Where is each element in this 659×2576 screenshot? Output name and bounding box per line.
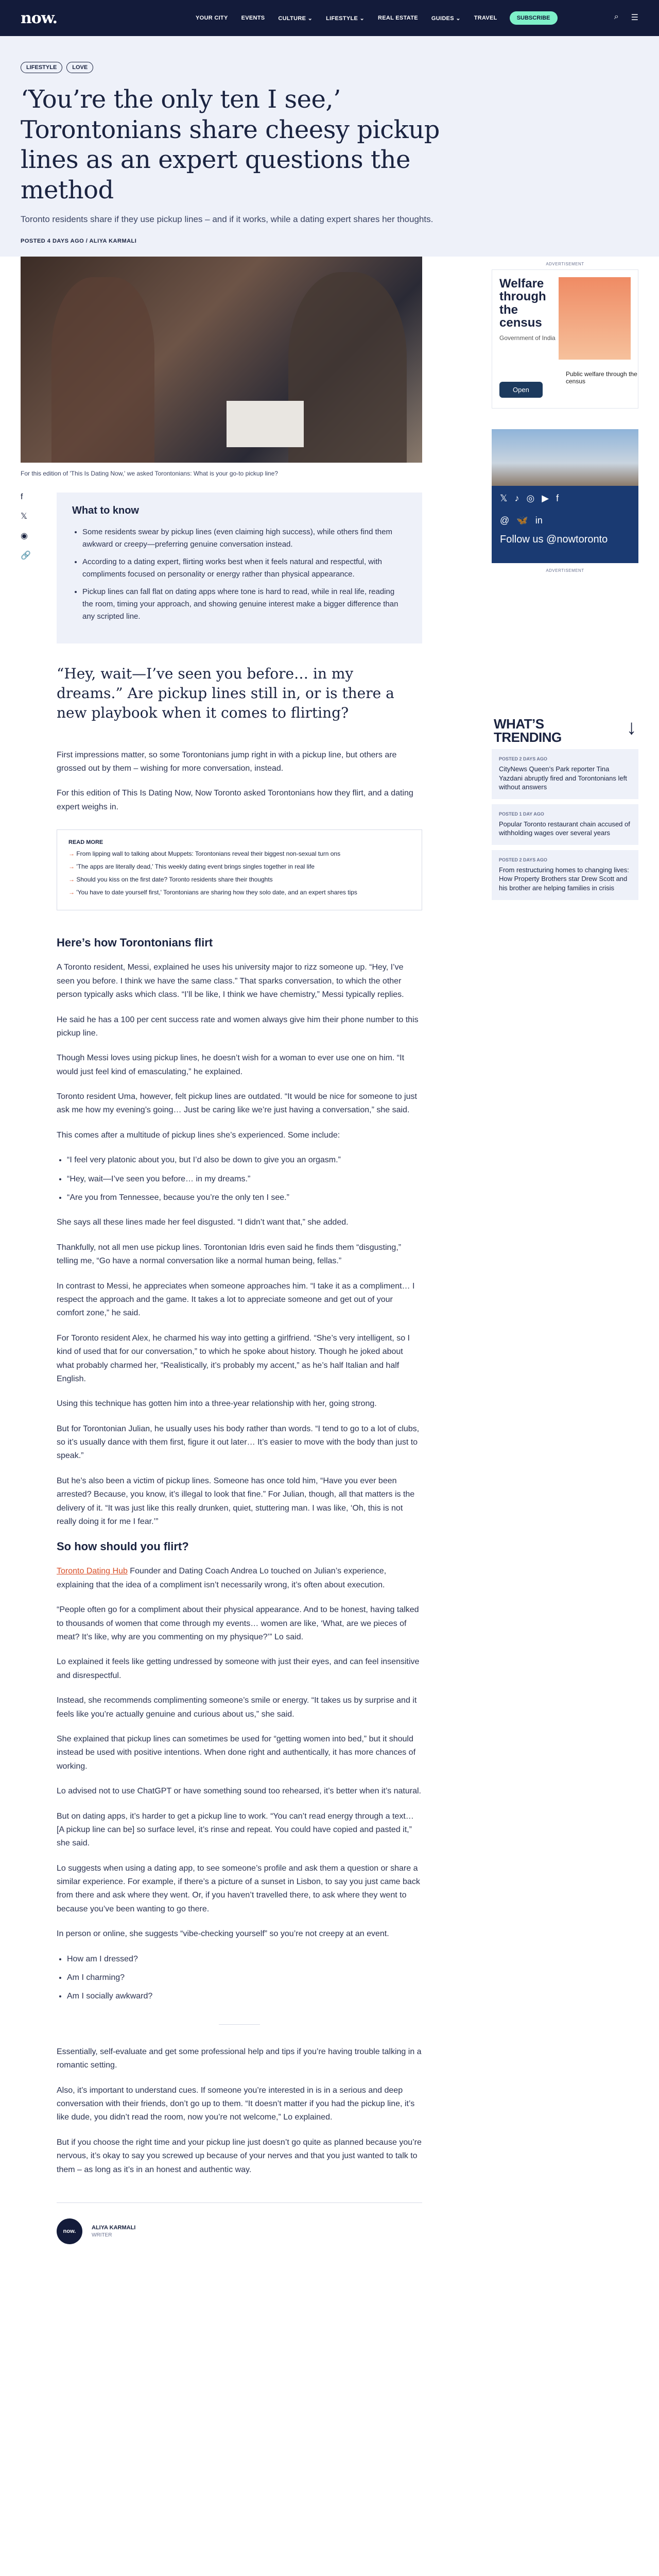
paragraph: But for Torontonian Julian, he usually uses his body rather than words. “I tend to go to a lot of clubs, so it’s usually dance with them first, figure it out later… It’s easier to move with the body than just to speak.” <box>57 1424 420 1461</box>
paragraph: But on dating apps, it’s harder to get a pickup line to work. “You can’t read energy through a text… [A pickup line can be] so surface level, it’s rinse and repeat. You could have copied and pasted it,” she said. <box>57 1811 414 1848</box>
pull-quote: “Hey, wait—I’ve seen you before… in my dreams.” Are pickup lines still in, or is there a new playbook when it comes to flirting? <box>57 665 394 721</box>
article-dek: Toronto residents share if they use pickup lines – and if it works, while a dating expert shares her thoughts. <box>21 214 433 225</box>
youtube-icon[interactable]: ▶ <box>542 493 549 504</box>
x-icon[interactable]: 𝕏 <box>21 512 27 521</box>
nav-item[interactable]: LIFESTYLE ⌄ <box>326 15 365 22</box>
trending-title[interactable]: CityNews Queen’s Park reporter Tina Yazdani abruptly fired and Torontonians left without answers <box>499 765 627 791</box>
what-to-know-box <box>57 493 422 643</box>
author-role: WRITER <box>92 2232 112 2238</box>
author-box <box>57 2202 422 2244</box>
paragraph: Toronto resident Uma, however, felt pickup lines are outdated. “It would be nice for someone to just ask me how my evening’s going… Just be caring like we’re just having a conversation,” she said. <box>57 1092 417 1115</box>
facebook-icon[interactable]: f <box>21 493 23 502</box>
site-logo[interactable]: now. <box>21 9 58 27</box>
search-icon[interactable]: ⌕ <box>614 12 619 21</box>
instagram-icon[interactable]: ◎ <box>526 493 535 504</box>
paragraph: But he’s also been a victim of pickup lines. Someone has once told him, “Have you ever been arrested? Because, you know, it’s illegal to look that fine.” For Julian, though, all that matters is the delivery of it. “It was just like this really drunken, quiet, stuttering man. I was like, ‘Oh, this is not really doing it for me I fear.’” <box>57 1476 415 1527</box>
quote-item: • “Hey, wait—I’ve seen you before… in my dreams.” <box>67 1173 422 1186</box>
subscribe-button[interactable]: SUBSCRIBE <box>510 11 558 25</box>
article-layout <box>21 257 638 2244</box>
main-nav <box>196 15 497 22</box>
trending-item[interactable] <box>492 850 638 900</box>
paragraph: In person or online, she suggests “vibe-checking yourself” so you’re not creepy at an event. <box>57 1929 389 1939</box>
trending-title: WHAT’S TRENDING <box>494 716 562 745</box>
author-name[interactable]: ALIYA KARMALI <box>92 2224 136 2231</box>
paragraph: Lo explained it feels like getting undressed by someone with just their eyes, and can feel insensitive and disrespectful. <box>57 1657 420 1680</box>
paragraph: Though Messi loves using pickup lines, he doesn’t wish for a woman to ever use one on him. “It would just feel kind of emasculating,” he explained. <box>57 1054 405 1076</box>
quote-item: • “Are you from Tennessee, because you’re the only ten I see.” <box>67 1191 422 1205</box>
nav-item[interactable]: EVENTS <box>241 15 265 21</box>
check-item: • Am I charming? <box>67 1971 422 1985</box>
follow-us-box <box>492 429 638 563</box>
bluesky-icon[interactable]: 🦋 <box>516 515 528 526</box>
paragraph: In contrast to Messi, he appreciates when someone approaches him. “I take it as a compliment… I respect the approach and the game. It takes a lot to appreciate someone and get out of your comfort zone,” he said. <box>57 1281 415 1318</box>
know-item: • According to a dating expert, flirting works best when it feels natural and respectful, with compliments focused on personality or energy rather than physical appearance. <box>82 556 407 581</box>
top-nav-bar <box>0 0 659 36</box>
quote-item: • “I feel very platonic about you, but I’d also be down to give you an orgasm.” <box>67 1154 422 1167</box>
section-heading-flirt: Here’s how Torontonians flirt <box>57 936 213 950</box>
menu-icon[interactable]: ☰ <box>631 13 638 22</box>
reddit-icon[interactable]: ◉ <box>21 532 28 541</box>
ad-sponsor: Government of India <box>499 334 556 342</box>
article-title: ‘You’re the only ten I see,’ Torontonians share cheesy pickup lines as an expert questions the method <box>21 85 440 205</box>
paragraph: Also, it’s important to understand cues. If someone you’re interested in is in a serious and deep conversation with their friends, don’t go up to them. “It doesn’t matter if you had the pickup line, it’s like dude, you didn’t read the room, now you’re not welcome,” Lo explained. <box>57 2086 415 2122</box>
link-icon[interactable]: 🔗 <box>21 551 31 561</box>
nav-item[interactable]: TRAVEL <box>474 15 497 21</box>
nav-item[interactable]: REAL ESTATE <box>377 15 418 21</box>
ad-label: ADVERTISEMENT <box>546 262 584 267</box>
paragraph: First impressions matter, so some Torontonians jump right in with a pickup line, but others are grossed out by them – wishing for more conversation, instead. <box>57 750 397 773</box>
trending-title[interactable]: From restructuring homes to changing lives: How Property Brothers star Drew Scott and his brother are helping families in crisis <box>499 866 629 892</box>
ad-banner[interactable] <box>492 269 638 409</box>
read-more-link[interactable]: → Should you kiss on the first date? Toronto residents share their thoughts <box>68 875 410 884</box>
paragraph: She says all these lines made her feel disgusted. “I didn’t want that,” she added. <box>57 1218 349 1227</box>
paragraph: Thankfully, not all men use pickup lines. Torontonian Idris even said he finds them “disgusting,” telling me, “Go have a normal conversation like a normal human being, fellas.” <box>57 1243 402 1266</box>
article-hero <box>0 36 659 257</box>
tag-lifestyle[interactable]: LIFESTYLE <box>21 62 62 73</box>
share-bar <box>21 493 31 561</box>
paragraph: Essentially, self-evaluate and get some professional help and tips if you’re having trouble talking in a romantic setting. <box>57 2047 422 2070</box>
know-item: • Some residents swear by pickup lines (even claiming high success), while others find them awkward or creepy—preferring genuine conversation instead. <box>82 526 407 551</box>
trending-header <box>492 717 638 744</box>
ad-label: ADVERTISEMENT <box>546 568 584 573</box>
nav-icons <box>614 12 638 23</box>
check-list <box>57 1953 422 2004</box>
paragraph: A Toronto resident, Messi, explained he uses his university major to rizz someone up. “Hey, I’ve seen you before. I think we have the same class.” That sparks conversation, to which the other person typically asks which class. “I’ll be like, I think we have chemistry,” Messi typically replies. <box>57 963 404 999</box>
paragraph: For this edition of This Is Dating Now, Now Toronto asked Torontonians how they flirt, and a dating expert weighs in. <box>57 789 413 811</box>
paragraph: This comes after a multitude of pickup lines she’s experienced. Some include: <box>57 1130 340 1140</box>
tag-list <box>21 62 638 73</box>
trending-item[interactable] <box>492 749 638 799</box>
ad-open-button[interactable]: Open <box>499 382 543 398</box>
paragraph: Lo suggests when using a dating app, to see someone’s profile and ask them a question or share a similar experience. For example, if there’s a picture of a sunset in Lisbon, to say you just came back from there and ask where they went. Or, if you haven’t travelled there, to ask where they went to because you’ve been wanting to go there. <box>57 1863 420 1913</box>
social-icons <box>492 486 638 508</box>
check-item: • How am I dressed? <box>67 1953 422 1966</box>
paragraph: Using this technique has gotten him into a three-year relationship with her, going strong. <box>57 1399 377 1409</box>
ad-title: Welfare through the census <box>499 277 546 330</box>
dating-hub-link[interactable]: Toronto Dating Hub <box>57 1567 128 1576</box>
follow-title: Follow us @nowtoronto <box>500 534 608 546</box>
check-item: • Am I socially awkward? <box>67 1990 422 2003</box>
sidebar <box>492 257 638 2244</box>
arrow-down-icon: ↓ <box>626 716 636 739</box>
x-icon[interactable]: 𝕏 <box>500 493 508 504</box>
article-body <box>21 493 422 2244</box>
section-heading-should: So how should you flirt? <box>57 1540 189 1553</box>
hero-image <box>21 257 422 463</box>
paragraph-text: Founder and Dating Coach Andrea Lo touched on Julian’s experience, explaining that the idea of a compliment isn’t necessarily wrong, it’s often about execution. <box>57 1567 387 1589</box>
quote-list <box>57 1154 422 1205</box>
social-icons-row2 <box>492 508 638 530</box>
threads-icon[interactable]: @ <box>500 515 510 526</box>
divider <box>219 2024 260 2025</box>
article-byline: POSTED 4 DAYS AGO / ALIYA KARMALI <box>21 238 137 245</box>
facebook-icon[interactable]: f <box>556 493 559 504</box>
paragraph: She explained that pickup lines can sometimes be used for “getting women into bed,” but it should instead be used with positive intentions. When done right and authentically, it has more chances of working. <box>57 1734 416 1771</box>
read-more-link[interactable]: → 'The apps are literally dead,' This weekly dating event brings singles together in real life <box>68 862 410 871</box>
trending-date: POSTED 2 DAYS AGO <box>499 857 547 862</box>
nav-item[interactable]: GUIDES ⌄ <box>431 15 461 22</box>
paragraph: He said he has a 100 per cent success rate and women always give him their phone number to this pickup line. <box>57 1015 419 1038</box>
ad-card-text: Public welfare through the census <box>566 370 637 385</box>
trending-title[interactable]: Popular Toronto restaurant chain accused of withholding wages over several years <box>499 820 630 837</box>
tiktok-icon[interactable]: ♪ <box>514 493 519 504</box>
nav-item[interactable]: CULTURE ⌄ <box>278 15 313 22</box>
city-photo <box>492 429 638 486</box>
author-avatar[interactable]: now. <box>57 2218 82 2244</box>
article-main <box>21 257 422 2244</box>
read-more-link[interactable]: → From lipping wall to talking about Muppets: Torontonians reveal their biggest non-sexual turn ons <box>68 850 410 858</box>
linkedin-icon[interactable]: in <box>535 515 543 526</box>
read-more-box <box>57 829 422 910</box>
trending-box <box>492 717 638 900</box>
trending-date: POSTED 2 DAYS AGO <box>499 756 547 762</box>
image-caption: For this edition of 'This Is Dating Now,' we asked Torontonians: What is your go-to pickup line? <box>21 470 278 478</box>
paragraph: For Toronto resident Alex, he charmed his way into getting a girlfriend. “She’s very intelligent, so I kind of used that for our conversation,” to which he spoke about history. Though he joked about what probably charmed her, “Realistically, it’s probably my accent,” as he’s half Italian and half English. <box>57 1333 410 1383</box>
read-more-link[interactable]: → 'You have to date yourself first,' Torontonians are sharing how they solo date, and an expert shares tips <box>68 888 410 897</box>
read-more-title: READ MORE <box>68 839 103 846</box>
paragraph: Lo advised not to use ChatGPT or have something sound too rehearsed, it’s better when it’s natural. <box>57 1787 421 1796</box>
trending-date: POSTED 1 DAY AGO <box>499 811 544 817</box>
paragraph: Instead, she recommends complimenting someone’s smile or energy. “It takes us by surprise and it feels like you’re actually genuine and curious about us,” she said. <box>57 1696 417 1719</box>
paragraph: “People often go for a compliment about their physical appearance. And to be honest, having talked to thousands of women that come through my events… women are like, ‘What, are we pieces of meat? It’s like, why are you commenting on my physique?’” Lo said. <box>57 1605 419 1641</box>
nav-item[interactable]: YOUR CITY <box>196 15 228 21</box>
paragraph <box>57 1565 422 1592</box>
trending-item[interactable] <box>492 804 638 845</box>
ad-image <box>559 277 631 360</box>
tag-love[interactable]: LOVE <box>66 62 93 73</box>
know-item: • Pickup lines can fall flat on dating apps where tone is hard to read, while in real life, reading the room, timing your approach, and showing genuine interest make a bigger difference than any scripted line. <box>82 586 407 623</box>
what-to-know-title: What to know <box>72 505 139 517</box>
paragraph: But if you choose the right time and your pickup line just doesn’t go quite as planned because you’re nervous, it’s okay to say you screwed up because of your nerves and that you just wanted to talk to them – as long as it’s in an honest and authentic way. <box>57 2138 422 2174</box>
